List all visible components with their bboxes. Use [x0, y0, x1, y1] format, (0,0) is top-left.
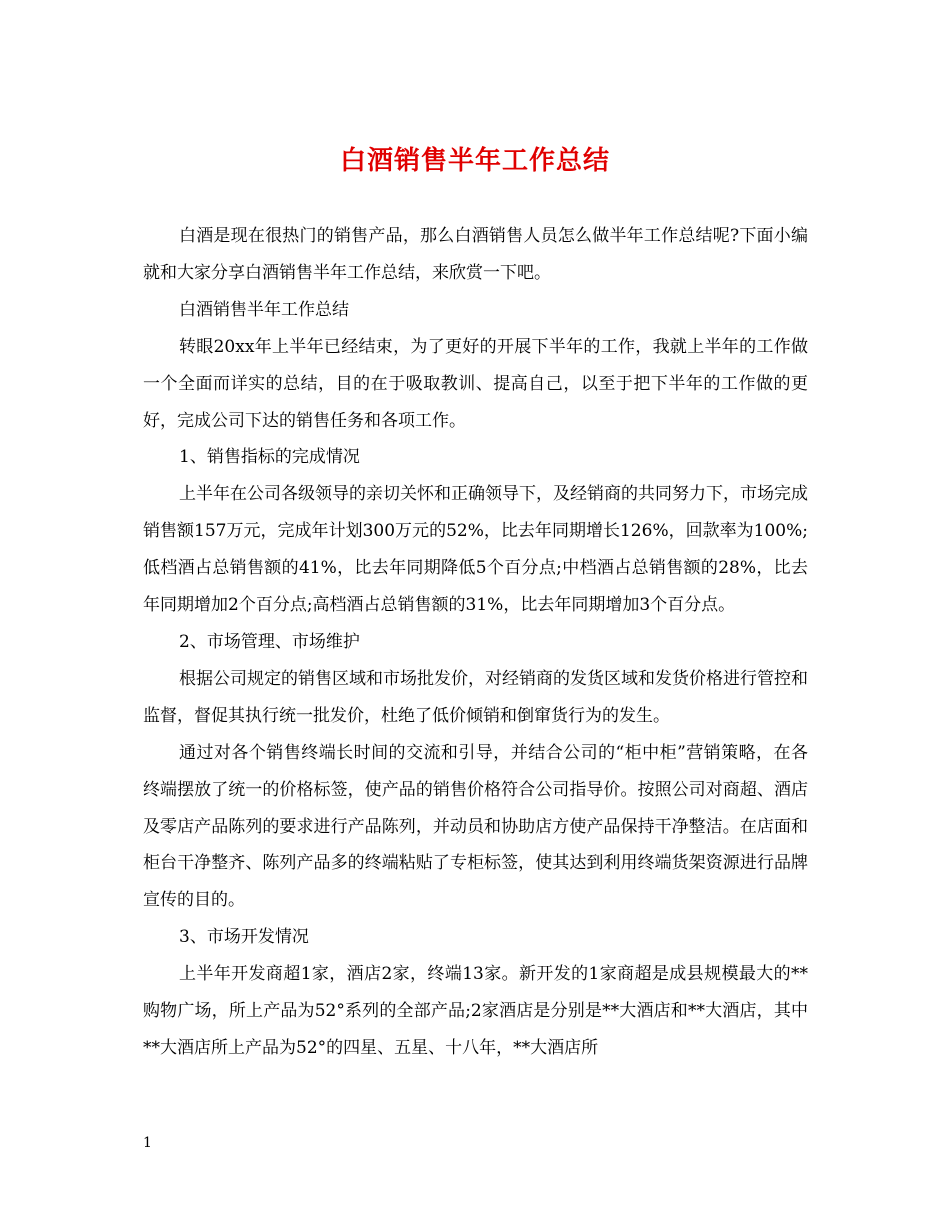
section-heading-3: 3、市场开发情况: [179, 927, 309, 948]
section-heading-1: 1、销售指标的完成情况: [179, 447, 360, 468]
subtitle-paragraph: 白酒销售半年工作总结: [179, 299, 349, 320]
page-number: 1: [143, 1135, 152, 1151]
document-body: [143, 218, 808, 1067]
section-1-paragraph: 上半年在公司各级领导的亲切关怀和正确领导下，及经销商的共同努力下，市场完成销售额157万元，完成年计划300万元的52%，比去年同期增长126%，回款率为100%;低档酒占总销售额的41%，比去年同期降低5个百分点;中档酒占总销售额的28%，比去年同期增加2个百分点;高档酒占总销售额的31%，比去年同期增加3个百分点。: [143, 484, 808, 616]
section-2-paragraph-1: 根据公司规定的销售区域和市场批发价，对经销商的发货区域和发货价格进行管控和监督，督促其执行统一批发价，杜绝了低价倾销和倒窜货行为的发生。: [143, 668, 808, 726]
section-3-paragraph: 上半年开发商超1家，酒店2家，终端13家。新开发的1家商超是成县规模最大的**购物广场，所上产品为52°系列的全部产品;2家酒店是分别是**大酒店和**大酒店，其中**大酒店所上产品为52°的四星、五星、十八年，**大酒店所: [143, 964, 808, 1058]
section-heading-2: 2、市场管理、市场维护: [179, 631, 360, 652]
opening-paragraph: 转眼20xx年上半年已经结束，为了更好的开展下半年的工作，我就上半年的工作做一个全面而详实的总结，目的在于吸取教训、提高自己，以至于把下半年的工作做的更好，完成公司下达的销售任务和各项工作。: [143, 336, 808, 431]
section-2-paragraph-2: 通过对各个销售终端长时间的交流和引导，并结合公司的“柜中柜”营销策略，在各终端摆放了统一的价格标签，使产品的销售价格符合公司指导价。按照公司对商超、酒店及零店产品陈列的要求进行产品陈列，并动员和协助店方使产品保持干净整洁。在店面和柜台干净整齐、陈列产品多的终端粘贴了专柜标签，使其达到利用终端货架资源进行品牌宣传的目的。: [143, 742, 808, 911]
intro-paragraph: 白酒是现在很热门的销售产品，那么白酒销售人员怎么做半年工作总结呢?下面小编就和大家分享白酒销售半年工作总结，来欣赏一下吧。: [143, 226, 808, 283]
document-title: 白酒销售半年工作总结: [339, 146, 610, 176]
